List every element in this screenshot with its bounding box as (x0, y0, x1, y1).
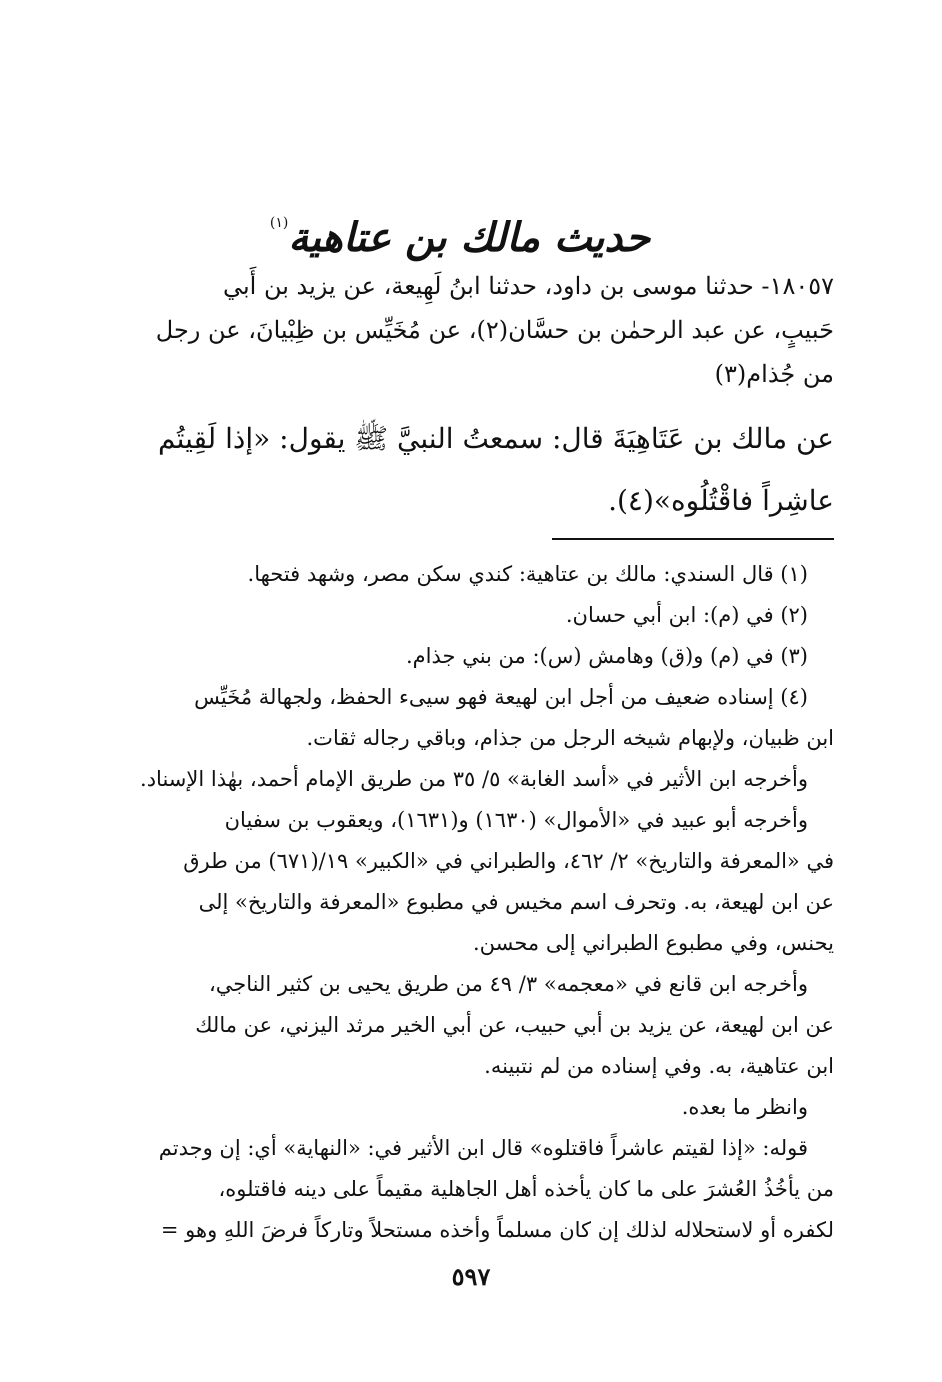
footnote-line: ابن عتاهية، به. وفي إسناده من لم نتبينه. (484, 1054, 834, 1078)
footnote-line: عن ابن لهيعة، عن يزيد بن أبي حبيب، عن أبي الخير مرثد اليزني، عن مالك (195, 1013, 834, 1037)
footnote-line: وأخرجه أبو عبيد في «الأموال» (١٦٣٠) و(١٦٣١)، ويعقوب بن سفيان (224, 808, 808, 832)
title-footnote-marker: (١) (269, 215, 289, 231)
page-number: ٥٩٧ (451, 1262, 491, 1291)
isnad-line: ١٨٠٥٧- حدثنا موسى بن داود، حدثنا ابنُ لَهِيعة، عن يزيد بن أَبي (222, 272, 834, 300)
hadith-matn (132, 408, 834, 532)
footnote-line: (٣) في (م) و(ق) وهامش (س): من بني جذام. (406, 644, 808, 668)
footnote-line: (٤) إسناده ضعيف من أجل ابن لهيعة فهو سيىء الحفظ، ولجهالة مُخَيِّس (194, 685, 808, 709)
footnote-line: قوله: «إذا لقيتم عاشراً فاقتلوه» قال ابن الأثير في: «النهاية» أي: إن وجدتم (158, 1136, 808, 1160)
matn-line: عاشِراً فاقْتُلُوه»(٤). (608, 484, 834, 517)
chapter-title (240, 188, 680, 261)
footnote-line: في «المعرفة والتاريخ» ٢/ ٤٦٢، والطبراني في «الكبير» ١٩/(٦٧١) من طرق (183, 849, 834, 873)
footnote-line: من يأخُذُ العُشرَ على ما كان يأخذه أهل الجاهلية مقيماً على دينه فاقتلوه، (218, 1177, 834, 1201)
footnote-line: وأخرجه ابن الأثير في «أسد الغابة» ٥/ ٣٥ من طريق الإمام أحمد، بهٰذا الإسناد. (140, 767, 808, 791)
footnote-separator (552, 538, 834, 540)
chapter-title-text: حديث مالك بن عتاهية (288, 214, 651, 261)
footnotes (132, 554, 834, 1251)
isnad-line: حَبيبٍ، عن عبد الرحمٰن بن حسَّان(٢)، عن مُخَيِّس بن ظِبْيانَ، عن رجل (155, 316, 834, 344)
footnote-line: يحنس، وفي مطبوع الطبراني إلى محسن. (472, 931, 834, 955)
footnote-line: عن ابن لهيعة، به. وتحرف اسم مخيس في مطبوع «المعرفة والتاريخ» إلى (198, 890, 834, 914)
footnote-line: (٢) في (م): ابن أبي حسان. (565, 603, 808, 627)
footnote-line: وانظر ما بعده. (681, 1095, 808, 1119)
footnote-line: وأخرجه ابن قانع في «معجمه» ٣/ ٤٩ من طريق يحيى بن كثير الناجي، (209, 972, 808, 996)
footnote-line: ابن ظبيان، ولإبهام شيخه الرجل من جذام، وباقي رجاله ثقات. (306, 726, 834, 750)
matn-line: عن مالك بن عَتَاهِيَةَ قال: سمعتُ النبيَّ ﷺ يقول: «إذا لَقِيتُم (157, 422, 834, 455)
isnad-line: من جُذام(٣) (714, 360, 834, 388)
footnote-line: (١) قال السندي: مالك بن عتاهية: كندي سكن مصر، وشهد فتحها. (247, 562, 808, 586)
hadith-isnad (132, 264, 834, 396)
footnote-line: لكفره أو لاستحلاله لذلك إن كان مسلماً وأخذه مستحلاً وتاركاً فرضَ اللهِ وهو = (160, 1218, 834, 1242)
